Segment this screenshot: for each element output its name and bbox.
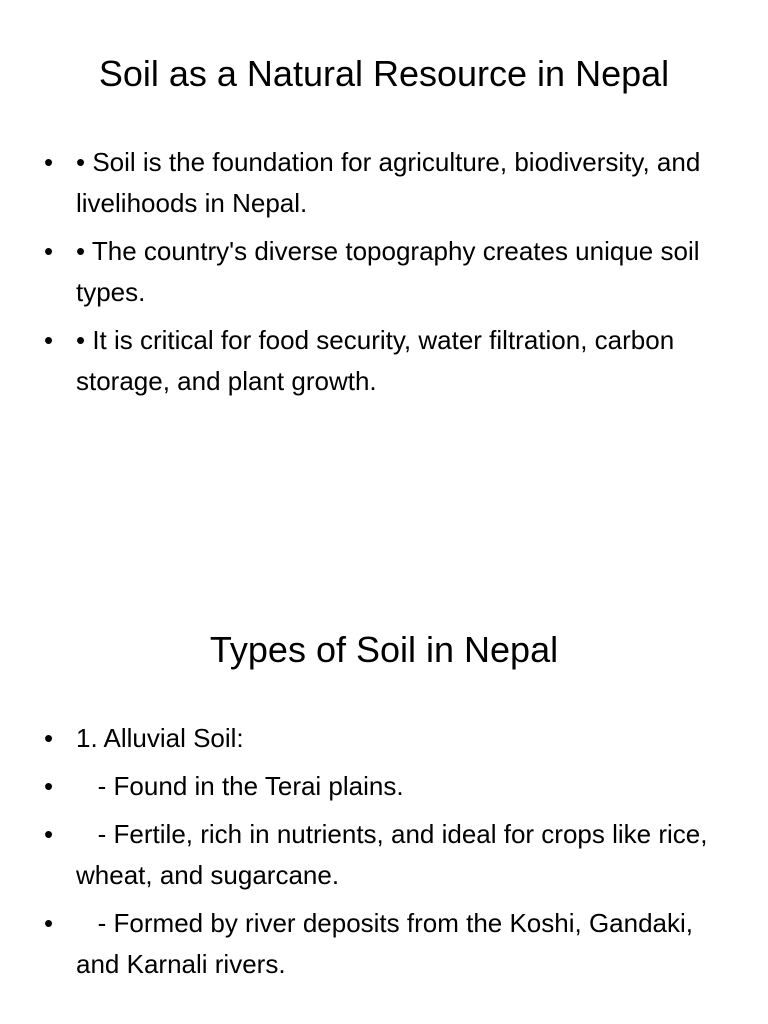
bullet-icon: • bbox=[44, 723, 54, 753]
bullet-text: • It is critical for food security, water filtration, carbon storage, and plant growth. bbox=[76, 325, 682, 396]
bullet-icon: • bbox=[44, 771, 54, 801]
list-item bbox=[0, 142, 768, 224]
bullet-text: • The country's diverse topography creates unique soil types. bbox=[76, 236, 707, 307]
bullet-text: - Formed by river deposits from the Koshi, Gandaki, and Karnali rivers. bbox=[76, 908, 701, 979]
bullet-icon: • bbox=[44, 908, 54, 938]
bullet-text: - Fertile, rich in nutrients, and ideal for crops like rice, wheat, and sugarcane. bbox=[76, 819, 715, 890]
list-item bbox=[0, 903, 768, 985]
bullet-text: 1. Alluvial Soil: bbox=[76, 723, 244, 753]
list-item bbox=[0, 718, 768, 759]
bullet-text: • Soil is the foundation for agriculture, biodiversity, and livelihoods in Nepal. bbox=[76, 147, 708, 218]
list-item bbox=[0, 814, 768, 896]
bullet-icon: • bbox=[44, 819, 54, 849]
slide-soil-types bbox=[0, 576, 768, 1024]
list-item bbox=[0, 231, 768, 313]
bullet-icon: • bbox=[44, 147, 54, 177]
bullet-icon: • bbox=[44, 325, 54, 355]
list-item bbox=[0, 766, 768, 807]
slide-title: Soil as a Natural Resource in Nepal bbox=[98, 53, 670, 94]
bullet-list bbox=[0, 718, 768, 992]
slide-title: Types of Soil in Nepal bbox=[209, 629, 559, 670]
bullet-text: - Found in the Terai plains. bbox=[76, 771, 404, 801]
bullet-icon: • bbox=[44, 236, 54, 266]
bullet-list bbox=[0, 142, 768, 409]
list-item bbox=[0, 320, 768, 402]
